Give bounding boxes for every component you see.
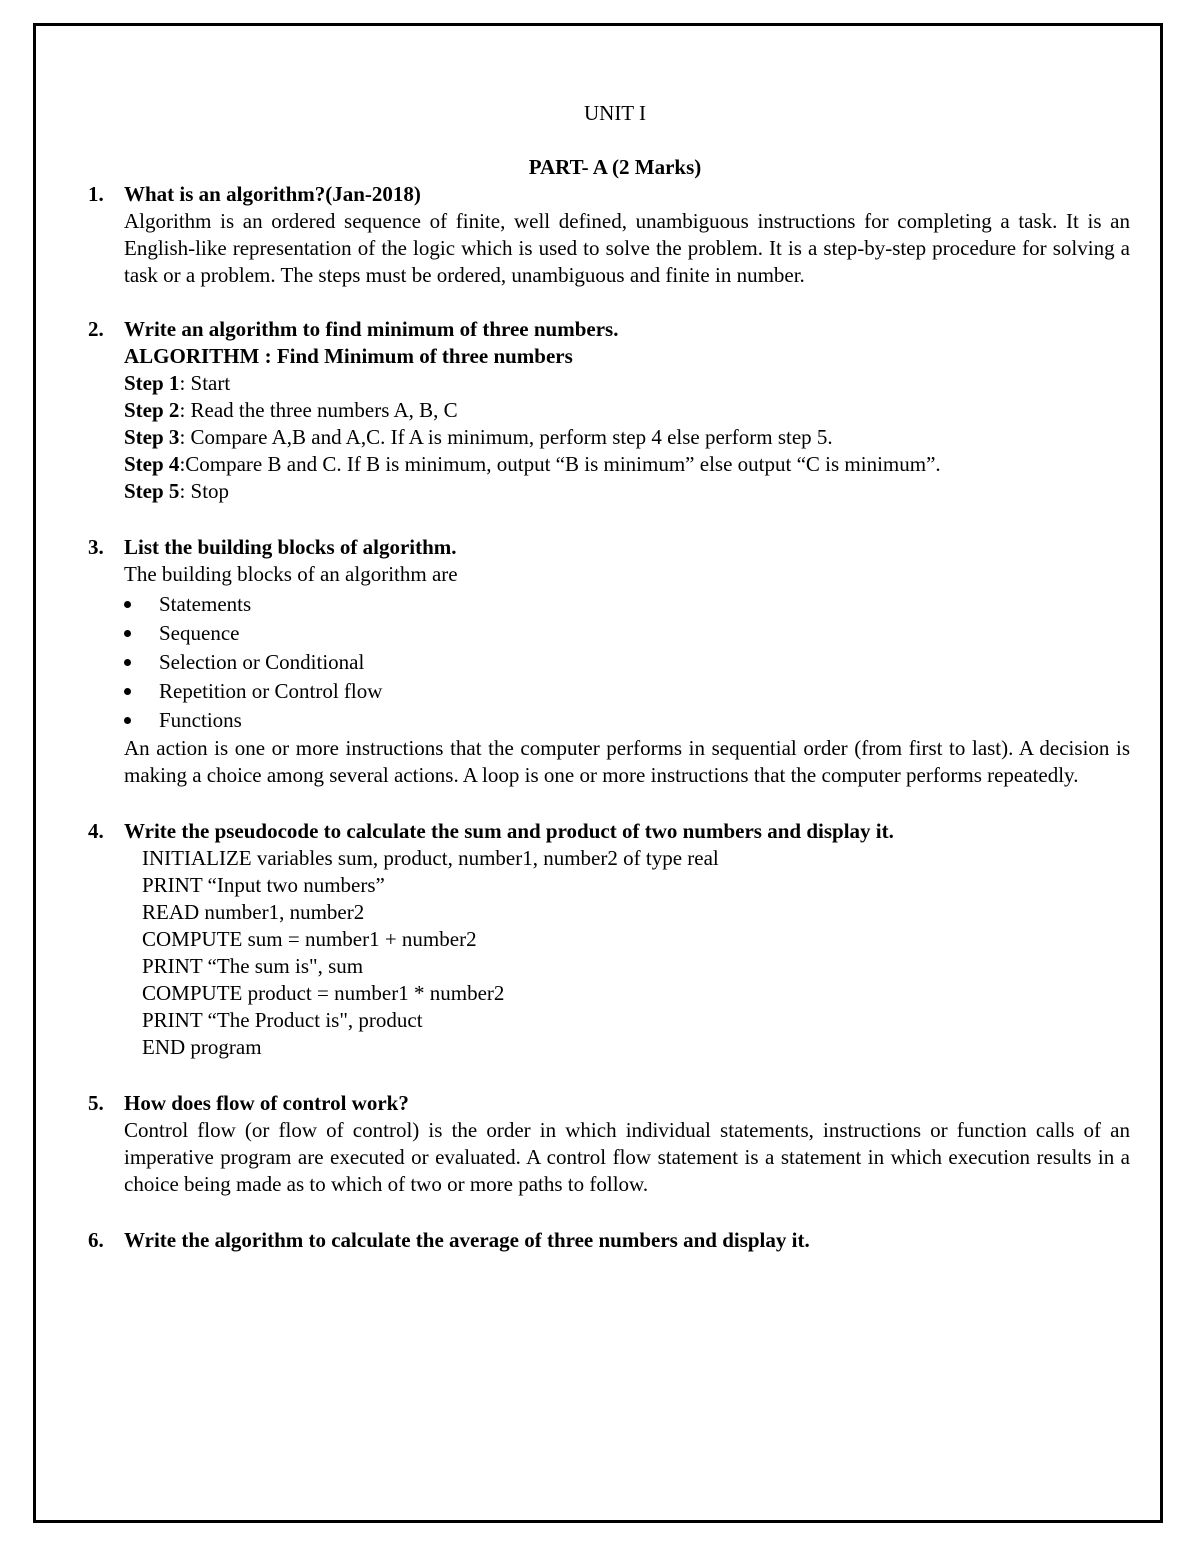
step-text: : Compare A,B and A,C. If A is minimum, perform step 4 else perform step 5. xyxy=(179,425,833,449)
pseudocode-line: COMPUTE product = number1 * number2 xyxy=(142,981,505,1005)
spacer xyxy=(88,289,1130,316)
step-label: Step 4 xyxy=(124,452,180,476)
question-5 xyxy=(88,1090,1130,1198)
algorithm-heading: ALGORITHM : Find Minimum of three numbers xyxy=(124,344,573,368)
question-answer: Algorithm is an ordered sequence of finite, well defined, unambiguous instructions for completing a task. It is an English-like representation of the logic which is used to solve the problem. It is a step-by-step procedure for solving a task or a problem. The steps must be ordered, unambiguous and finite in number. xyxy=(124,209,1130,287)
building-blocks-list xyxy=(88,590,1130,735)
question-4 xyxy=(88,818,1130,1061)
pseudocode-line: COMPUTE sum = number1 + number2 xyxy=(142,927,477,951)
question-number: 6. xyxy=(88,1228,104,1252)
pseudocode-line: PRINT “Input two numbers” xyxy=(142,873,385,897)
question-title: Write the algorithm to calculate the average of three numbers and display it. xyxy=(124,1228,810,1252)
unit-title: UNIT I xyxy=(583,101,646,125)
list-item-text: Repetition or Control flow xyxy=(159,679,383,703)
list-item-text: Functions xyxy=(159,708,242,732)
algorithm-step xyxy=(124,424,1130,451)
list-item-text: Statements xyxy=(159,592,252,616)
pseudocode-line: READ number1, number2 xyxy=(142,900,365,924)
pseudocode-line: END program xyxy=(142,1035,262,1059)
bullet-icon xyxy=(124,630,131,637)
question-number: 5. xyxy=(88,1091,104,1115)
step-text: : Start xyxy=(179,371,231,395)
bullet-icon xyxy=(124,659,131,666)
step-text: :Compare B and C. If B is minimum, output “B is minimum” else output “C is minimum”. xyxy=(179,452,941,476)
step-label: Step 5 xyxy=(124,479,180,503)
algorithm-step xyxy=(124,397,1130,424)
question-3 xyxy=(88,534,1130,588)
document-content xyxy=(88,100,1130,1254)
algorithm-step xyxy=(124,478,1130,505)
list-item-text: Selection or Conditional xyxy=(159,650,365,674)
question-6 xyxy=(88,1227,1130,1254)
pseudocode-line: INITIALIZE variables sum, product, number1, number2 of type real xyxy=(142,846,719,870)
question-title: List the building blocks of algorithm. xyxy=(124,535,457,559)
step-label: Step 1 xyxy=(124,371,180,395)
part-title: PART- A (2 Marks) xyxy=(528,155,702,179)
list-item xyxy=(124,677,1130,706)
bullet-icon xyxy=(124,601,131,608)
question-2 xyxy=(88,316,1130,505)
question-1 xyxy=(88,181,1130,289)
question-intro: The building blocks of an algorithm are xyxy=(124,562,458,586)
spacer xyxy=(88,1198,1130,1227)
algorithm-step xyxy=(124,370,1130,397)
list-item-text: Sequence xyxy=(159,621,240,645)
step-label: Step 2 xyxy=(124,398,180,422)
step-label: Step 3 xyxy=(124,425,180,449)
question-3-explanation xyxy=(88,735,1130,789)
pseudocode-block xyxy=(124,845,1130,1061)
spacer xyxy=(88,1061,1130,1090)
question-number: 3. xyxy=(88,535,104,559)
list-item xyxy=(124,590,1130,619)
spacer xyxy=(88,505,1130,534)
step-text: : Stop xyxy=(179,479,230,503)
question-answer: Control flow (or flow of control) is the order in which individual statements, instructions or function calls of an imperative program are executed or evaluated. A control flow statement is a statement in which execution results in a choice being made as to which of two or more paths to follow. xyxy=(124,1118,1130,1196)
question-number: 1. xyxy=(88,182,104,206)
question-answer: An action is one or more instructions that the computer performs in sequential order (from first to last). A decision is making a choice among several actions. A loop is one or more instructions that the computer performs repeatedly. xyxy=(124,736,1130,787)
question-title: How does flow of control work? xyxy=(124,1091,409,1115)
heading-block xyxy=(88,100,1130,181)
list-item xyxy=(124,619,1130,648)
question-title: What is an algorithm?(Jan-2018) xyxy=(124,182,421,206)
list-item xyxy=(124,706,1130,735)
question-number: 4. xyxy=(88,819,104,843)
bullet-icon xyxy=(124,717,131,724)
list-item xyxy=(124,648,1130,677)
spacer xyxy=(88,789,1130,818)
step-text: : Read the three numbers A, B, C xyxy=(179,398,458,422)
question-title: Write an algorithm to find minimum of three numbers. xyxy=(124,317,619,341)
question-number: 2. xyxy=(88,317,104,341)
algorithm-step xyxy=(124,451,1130,478)
pseudocode-line: PRINT “The sum is", sum xyxy=(142,954,364,978)
question-title: Write the pseudocode to calculate the sum and product of two numbers and display it. xyxy=(124,819,894,843)
bullet-icon xyxy=(124,688,131,695)
pseudocode-line: PRINT “The Product is", product xyxy=(142,1008,423,1032)
